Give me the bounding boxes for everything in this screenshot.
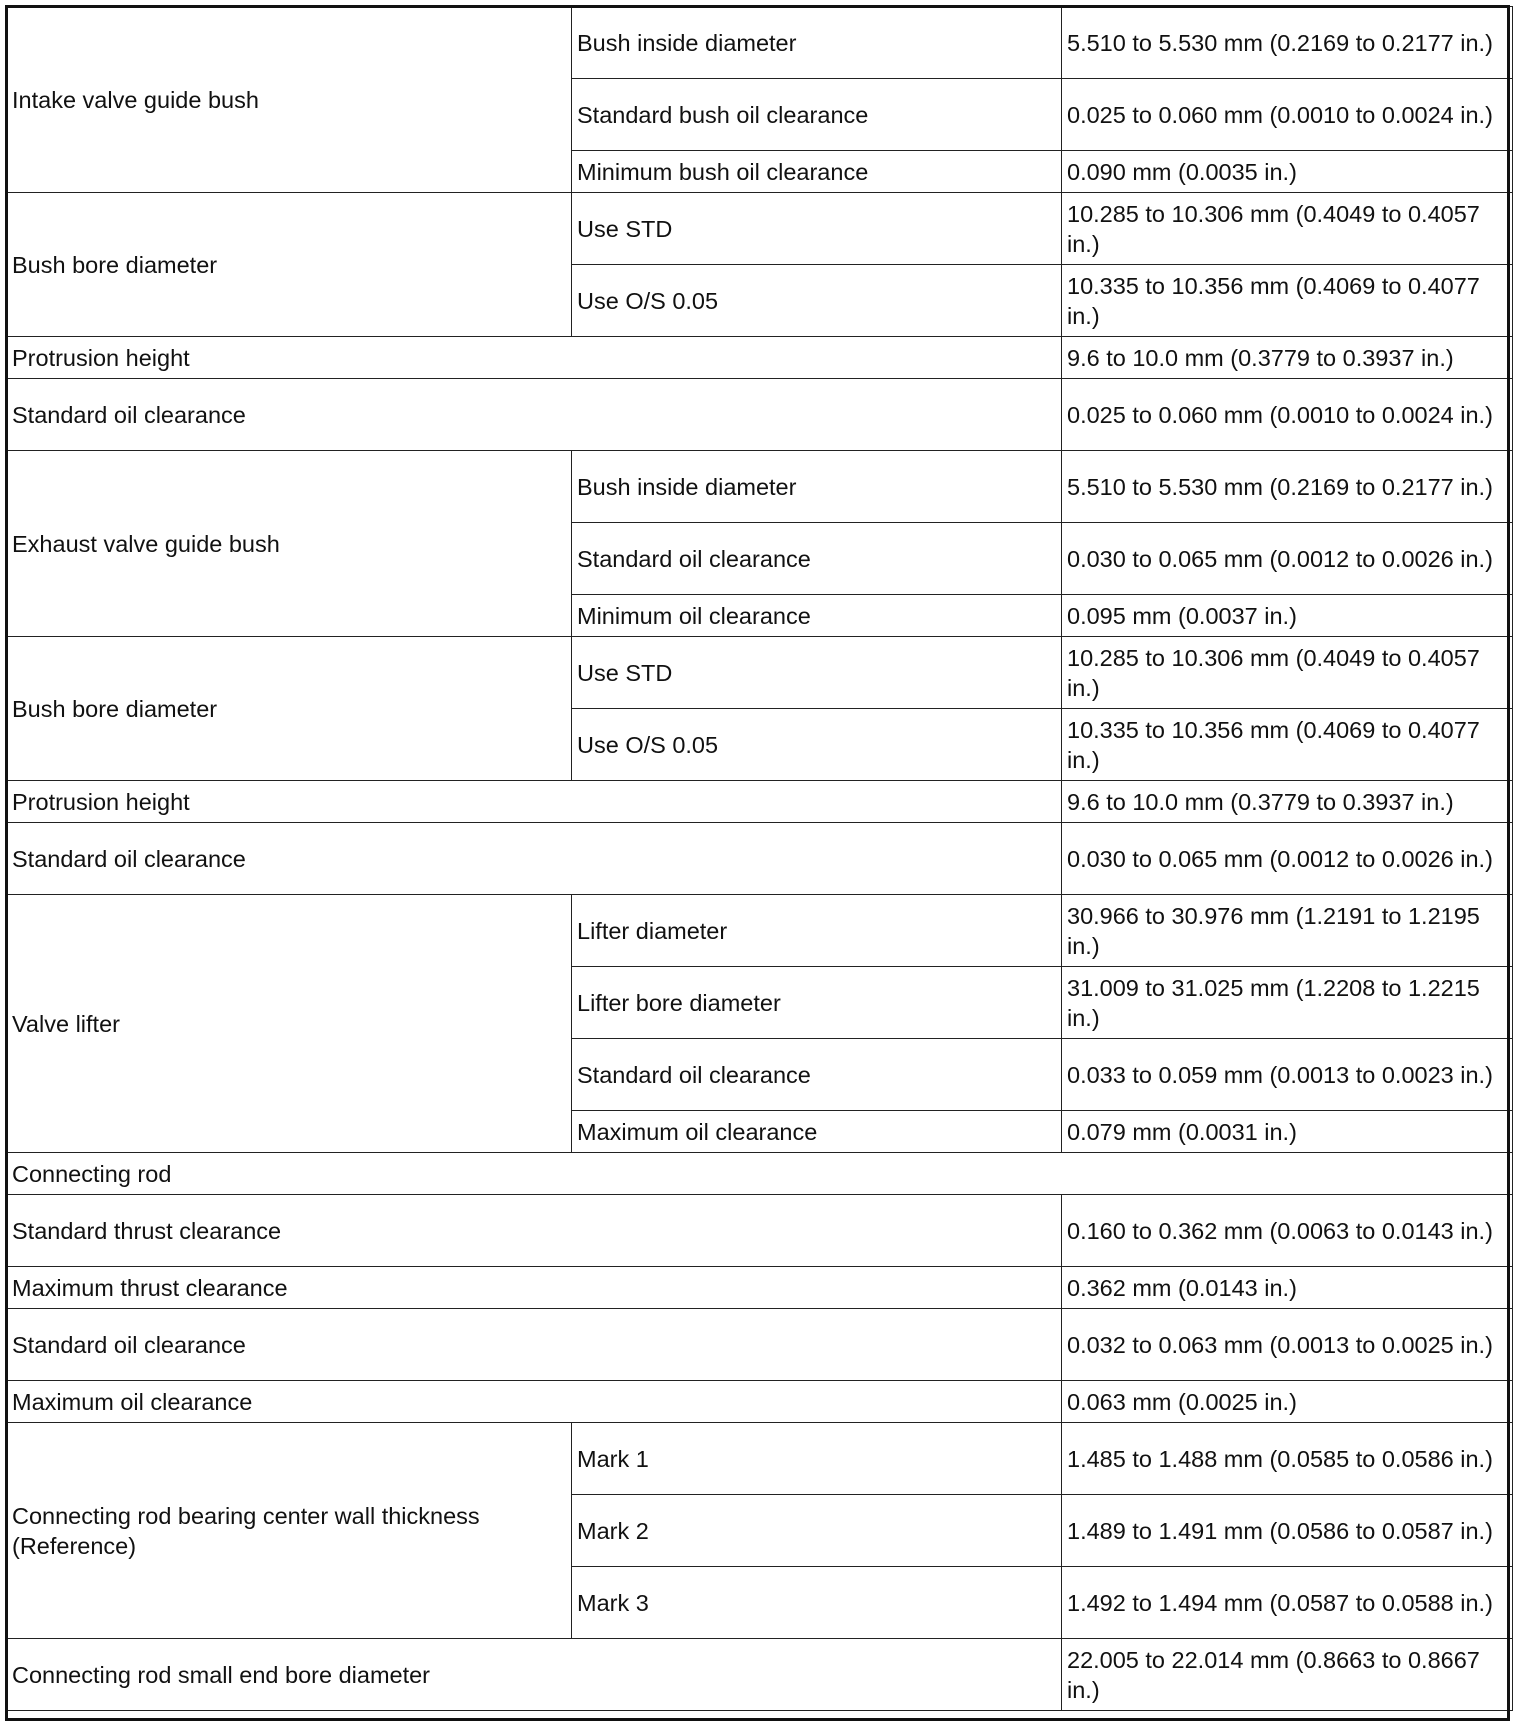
item-value: 1.489 to 1.491 mm (0.0586 to 0.0587 in.) [1062,1495,1513,1567]
table-row [7,193,1513,265]
table-row [7,1309,1513,1381]
item-value: 10.285 to 10.306 mm (0.4049 to 0.4057 in.) [1062,193,1513,265]
item-label: Bush inside diameter [572,7,1062,79]
item-value: 1.492 to 1.494 mm (0.0587 to 0.0588 in.) [1062,1567,1513,1639]
item-label: Mark 1 [572,1423,1062,1495]
item-value: 5.510 to 5.530 mm (0.2169 to 0.2177 in.) [1062,7,1513,79]
item-label: Minimum bush oil clearance [572,151,1062,193]
item-value: 0.032 to 0.063 mm (0.0013 to 0.0025 in.) [1062,1309,1513,1381]
item-label: Mark 3 [572,1567,1062,1639]
item-value: 10.335 to 10.356 mm (0.4069 to 0.4077 in.) [1062,265,1513,337]
section-heading: Connecting rod [7,1153,1513,1195]
item-value: 0.063 mm (0.0025 in.) [1062,1381,1513,1423]
item-value: 0.025 to 0.060 mm (0.0010 to 0.0024 in.) [1062,379,1513,451]
table-row [7,1423,1513,1495]
item-value: 0.362 mm (0.0143 in.) [1062,1267,1513,1309]
item-value: 9.6 to 10.0 mm (0.3779 to 0.3937 in.) [1062,781,1513,823]
group-label: Intake valve guide bush [7,7,572,193]
item-value: 30.966 to 30.976 mm (1.2191 to 1.2195 in.) [1062,895,1513,967]
group-label: Bush bore diameter [7,637,572,781]
item-label: Standard oil clearance [572,523,1062,595]
group-label: Connecting rod small end bore diameter [7,1639,1062,1711]
item-label: Minimum oil clearance [572,595,1062,637]
item-value: 31.009 to 31.025 mm (1.2208 to 1.2215 in.) [1062,967,1513,1039]
group-label: Standard oil clearance [7,823,1062,895]
item-label: Use O/S 0.05 [572,265,1062,337]
group-label: Protrusion height [7,337,1062,379]
item-label: Lifter bore diameter [572,967,1062,1039]
group-label: Exhaust valve guide bush [7,451,572,637]
table-row [7,451,1513,523]
item-label: Use STD [572,193,1062,265]
spec-table [6,6,1513,1711]
table-row [7,823,1513,895]
item-value: 5.510 to 5.530 mm (0.2169 to 0.2177 in.) [1062,451,1513,523]
table-row [7,1639,1513,1711]
table-row [7,1153,1513,1195]
table-row [7,1195,1513,1267]
item-value: 0.160 to 0.362 mm (0.0063 to 0.0143 in.) [1062,1195,1513,1267]
group-label: Maximum thrust clearance [7,1267,1062,1309]
item-value: 0.095 mm (0.0037 in.) [1062,595,1513,637]
item-value: 10.335 to 10.356 mm (0.4069 to 0.4077 in.) [1062,709,1513,781]
item-label: Lifter diameter [572,895,1062,967]
group-label: Standard thrust clearance [7,1195,1062,1267]
item-value: 0.030 to 0.065 mm (0.0012 to 0.0026 in.) [1062,523,1513,595]
item-value: 0.090 mm (0.0035 in.) [1062,151,1513,193]
item-value: 0.033 to 0.059 mm (0.0013 to 0.0023 in.) [1062,1039,1513,1111]
table-row [7,7,1513,79]
table-row [7,1267,1513,1309]
item-value: 0.079 mm (0.0031 in.) [1062,1111,1513,1153]
table-row [7,1381,1513,1423]
item-label: Use STD [572,637,1062,709]
item-value: 0.025 to 0.060 mm (0.0010 to 0.0024 in.) [1062,79,1513,151]
item-value: 9.6 to 10.0 mm (0.3779 to 0.3937 in.) [1062,337,1513,379]
table-row [7,895,1513,967]
item-label: Maximum oil clearance [572,1111,1062,1153]
table-row [7,379,1513,451]
group-label: Standard oil clearance [7,1309,1062,1381]
item-label: Standard oil clearance [572,1039,1062,1111]
table-row [7,337,1513,379]
group-label: Bush bore diameter [7,193,572,337]
item-value: 1.485 to 1.488 mm (0.0585 to 0.0586 in.) [1062,1423,1513,1495]
item-label: Use O/S 0.05 [572,709,1062,781]
item-value: 0.030 to 0.065 mm (0.0012 to 0.0026 in.) [1062,823,1513,895]
group-label: Maximum oil clearance [7,1381,1062,1423]
item-value: 22.005 to 22.014 mm (0.8663 to 0.8667 in.) [1062,1639,1513,1711]
table-row [7,637,1513,709]
group-label: Connecting rod bearing center wall thickness (Reference) [7,1423,572,1639]
table-row [7,781,1513,823]
group-label: Protrusion height [7,781,1062,823]
group-label: Standard oil clearance [7,379,1062,451]
item-label: Mark 2 [572,1495,1062,1567]
item-label: Standard bush oil clearance [572,79,1062,151]
group-label: Valve lifter [7,895,572,1153]
item-label: Bush inside diameter [572,451,1062,523]
item-value: 10.285 to 10.306 mm (0.4049 to 0.4057 in.) [1062,637,1513,709]
